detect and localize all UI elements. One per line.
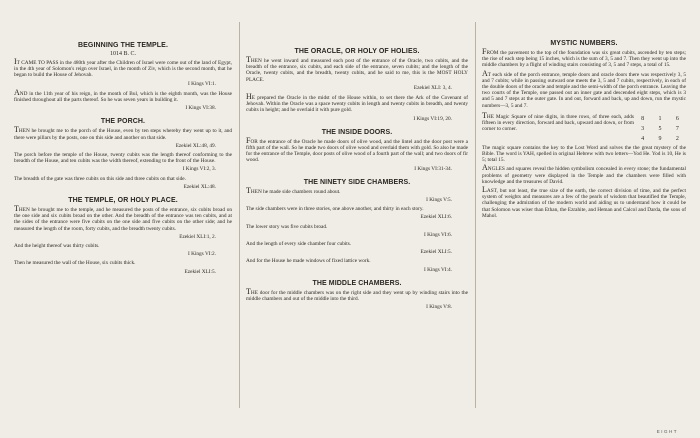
scripture-reference: Ezekiel XL:48, 49. [175,142,216,149]
magic-square-cell: 2 [675,135,679,142]
paragraph: The lower story was five cubits broad. [246,223,328,230]
magic-square-cell: 1 [658,115,662,122]
scripture-reference: Ezekiel XLI:5. [420,249,452,256]
paragraph: ANGLES and squares reveal the hidden symbolism concealed in every stone; the fundamental problems of geometry were displayed in the Temple and the chambers were filled with knowledge and the treasures of David. [482,163,686,185]
paragraph: AND in the 11th year of his reign, in the month of Bul, which is the eighth month, was the House finished throughout all the parts thereof. So he was seven years in building it. [14,87,232,104]
paragraph: AT each side of the porch entrance, temple doors and oracle doors there was respectively 3, 5 and 7 cubits; while in passing outward one meets the 3, 5 and 7 cubits, respectively, in each of the double doors of the oracle and temple and the semi-width of the porch entrance. Leaving the two courts of the Temple, one passed out an inner gate and descended eight steps, which is 3 and 5 and 7 steps at the outer gate. In and out, forward and back, up and down, run the mystic numbers—3, 5 and 7. [482,68,686,109]
paragraph: The breadth of the gate was three cubits on this side and three cubits on that side. [14,175,186,182]
heading-side-chambers: THE NINETY SIDE CHAMBERS. [303,178,411,186]
magic-square-cell: 5 [658,125,662,132]
magic-square [634,113,686,142]
heading-porch: THE PORCH. [100,118,146,126]
page-number: EIGHT [656,429,678,434]
magic-square-cell: 8 [641,115,645,122]
scripture-reference: Ezekiel XLI: 3, 4. [413,84,452,91]
paragraph: THEN he made side chambers round about. [246,185,341,195]
paragraph: The magic square contains the key to the Lost Word and solves the the great mystery of the Bible. The word is YAH, spelled in original Hebrew with two letters—Yod He. Yod is 10, He is 5; total 15. [482,144,686,164]
scripture-reference: I Kings VI:4. [423,266,452,273]
paragraph: FOR the entrance of the Oracle he made doors of olive wood, and the lintel and the door post were a fifth part of the wall. So he made two doors of olive wood and overlaid them with gold. So also he made for the entrance of the Temple, door posts of olive wood of a fourth part of the wall; and two doors of fir wood. [246,135,468,164]
scripture-reference: I Kings VI:2, 3. [182,166,216,173]
scripture-reference: I Kings VI:1. [187,80,216,87]
scripture-reference: I Kings VI:38. [185,105,216,112]
heading-temple: THE TEMPLE, OR HOLY PLACE. [68,197,178,205]
scripture-reference: Ezekiel XLI:5. [184,268,216,275]
scripture-reference: Ezekiel XLI:6. [420,214,452,221]
heading-inside-doors: THE INSIDE DOORS. [321,128,393,136]
column-divider [475,22,476,408]
scripture-reference: I Kings VI:2. [187,251,216,258]
column-divider [239,22,240,408]
paragraph: And the height thereof was thirty cubits. [14,243,100,250]
paragraph: IT CAME TO PASS in the 480th year after the Children of Israel were come out of the land of Egypt, in the 4th year of Solomon's reign over Israel, in the month of Ziv, which is the second month, that he began to build the House of Jehovah. [14,57,232,79]
subheading-date: 1014 B. C. [109,51,136,57]
column-1 [14,14,232,422]
scripture-reference: Ezekiel XL:48. [183,183,216,190]
scripture-reference: I Kings VI:6. [423,231,452,238]
magic-square-cell: 6 [675,115,679,122]
paragraph: HE prepared the Oracle in the midst of the House within, to set there the Ark of the Covenant of Jehovah. Within the Oracle was a space twenty cubits in length and twenty cubits in breadth, and twenty cubits in height; and he overlaid it with pure gold. [246,92,468,114]
paragraph: THEN he brought me to the porch of the House, even by ten steps whereby they went up to it, and there were pillars by the posts, one on this side and another on that side. [14,125,232,141]
paragraph: THEN he went inward and measured each post of the entrance of the Oracle, two cubits, and the breadth of the entrance, six cubits, and each side of the entrance, seven cubits; and the length of the Oracle, twenty cubits, and the breadth, twenty cubits, and he said to me, this is the MOST HOLY PLACE. [246,55,468,83]
scripture-reference: I Kings V:5. [426,197,452,204]
scripture-reference: I Kings VI:19, 20. [413,115,452,122]
magic-square-cell: 4 [641,135,645,142]
magic-square-cell: 9 [658,135,662,142]
column-2 [246,14,468,422]
magic-square-cell: 3 [641,125,645,132]
paragraph: THE door for the middle chambers was on the right side and they went up by winding stairs into the middle chambers and out of the middle into the third. [246,286,468,303]
magic-square-text: THE Magic Square of nine digits, in three rows, of three each, adds fifteen in every direction, forward and back, upward and down, or from corner to corner. [482,110,634,133]
scripture-reference: I Kings V:8. [426,304,452,311]
magic-square-cell: 7 [675,125,679,132]
paragraph: THEN he brought me to the temple, and he measured the posts of the entrance, six cubits broad on the one side and six cubits broad on the other. And the breadth of the entrance was ten cubits, and at the sides of the entrance were five cubits on the one side and five cubits on the other side; and he measured the length of the room, forty cubits, and the breadth twenty cubits. [14,204,232,232]
column-3 [482,14,686,422]
heading-mystic-numbers: MYSTIC NUMBERS. [550,40,618,47]
paragraph: LAST, but not least, the true size of the earth, the correct division of time, and the perfect system of weights and measures are a few of the pearls of wisdom that beautified the Temple, challenging the admiration of the modern world and aiding us to understand how it could be that Solomon was wiser than Ethan, the Ezrahite, and Heman and Calcol and Darda, the sons of Mahol. [482,185,686,219]
scripture-reference: Ezekiel XLI:1, 2. [179,233,216,240]
paragraph: Then he measured the wall of the House, six cubits thick. [14,260,136,267]
scripture-reference: I Kings VI:31-34. [414,165,452,172]
paragraph: The side chambers were in three stories, one above another, and thirty in each story. [246,206,424,213]
paragraph: FROM the pavement to the top of the foundation was six great cubits, ascended by ten steps; the rise of each step being 15 inches, which is the sum of 3, 5 and 7. Then they went up into the middle chambers by a flight of winding stairs consisting of 3, 5 and 7 steps, a total of 15. [482,47,686,69]
heading-beginning: BEGINNING THE TEMPLE. [78,42,168,49]
paragraph: And the length of every side chamber four cubits. [246,241,352,248]
paragraph: And for the House he made windows of fixed lattice work. [246,258,371,265]
magic-square-block [482,110,686,142]
heading-oracle: THE ORACLE, OR HOLY OF HOLIES. [294,48,420,55]
heading-middle-chambers: THE MIDDLE CHAMBERS. [312,279,402,287]
paragraph: The porch before the temple of the House, twenty cubits was the length thereof conforming to the breadth of the House, and ten cubits was the width thereof, extending to the front of the House. [14,152,232,165]
